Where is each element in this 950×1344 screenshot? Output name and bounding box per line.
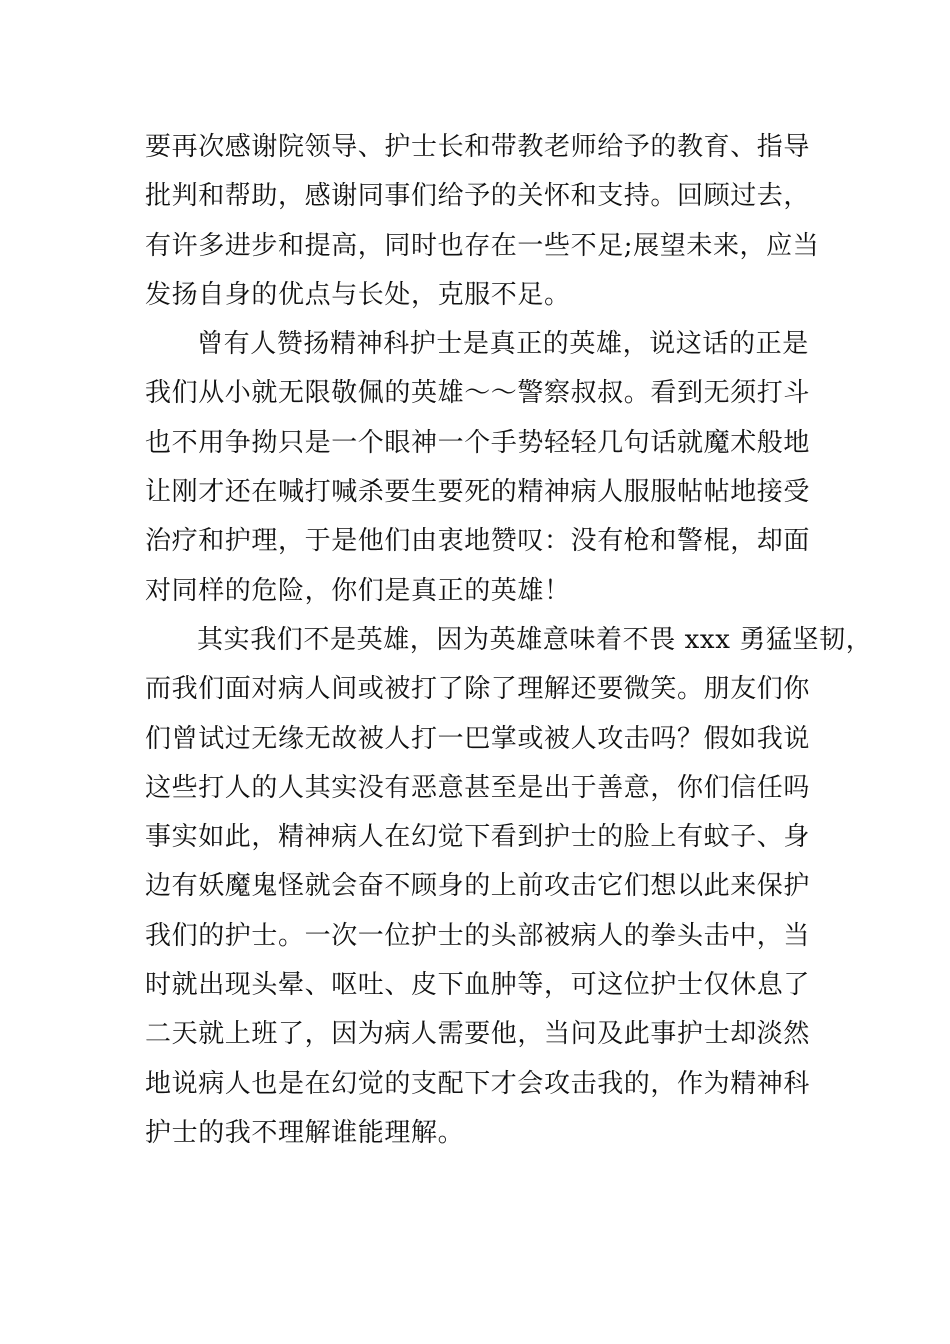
text-line: 们曾试过无缘无故被人打一巴掌或被人攻击吗？假如我说 bbox=[145, 723, 811, 754]
text-line: 二天就上班了，因为病人需要他，当问及此事护士却淡然 bbox=[145, 1019, 811, 1050]
text-line: 护士的我不理解谁能理解。 bbox=[145, 1117, 465, 1148]
text-line: 有许多进步和提高，同时也存在一些不足;展望未来，应当 bbox=[145, 230, 820, 261]
text-line: 边有妖魔鬼怪就会奋不顾身的上前攻击它们想以此来保护 bbox=[145, 871, 811, 902]
text-line: 要再次感谢院领导、护士长和带教老师给予的教育、指导 bbox=[145, 132, 811, 162]
text-line: 时就出现头晕、呕吐、皮下血肿等，可这位护士仅休息了 bbox=[145, 970, 811, 1001]
text-line: 地说病人也是在幻觉的支配下才会攻击我的，作为精神科 bbox=[145, 1068, 811, 1099]
document-body bbox=[145, 123, 873, 1158]
text-line: 事实如此，精神病人在幻觉下看到护士的脸上有蚊子、身 bbox=[145, 822, 811, 853]
text-line: 让刚才还在喊打喊杀要生要死的精神病人服服帖帖地接受 bbox=[145, 477, 811, 508]
paragraph-2 bbox=[145, 320, 810, 616]
paragraph-3 bbox=[145, 616, 873, 1158]
text-line: 治疗和护理，于是他们由衷地赞叹：没有枪和警棍，却面 bbox=[145, 526, 811, 557]
text-line: 批判和帮助，感谢同事们给予的关怀和支持。回顾过去， bbox=[145, 181, 811, 212]
text-line: 我们的护士。一次一位护士的头部被病人的拳头击中，当 bbox=[145, 920, 811, 951]
text-line: 其实我们不是英雄，因为英雄意味着不畏 xxx 勇猛坚韧， bbox=[197, 624, 873, 655]
text-line: 也不用争拗只是一个眼神一个手势轻轻几句话就魔术般地 bbox=[145, 427, 811, 458]
text-line: 发扬自身的优点与长处，克服不足。 bbox=[145, 279, 571, 310]
text-line: 曾有人赞扬精神科护士是真正的英雄，说这话的正是 bbox=[197, 329, 809, 360]
text-line: 而我们面对病人间或被打了除了理解还要微笑。朋友们你 bbox=[145, 674, 811, 705]
text-line: 对同样的危险，你们是真正的英雄！ bbox=[145, 575, 571, 606]
paragraph-1 bbox=[145, 123, 820, 320]
text-line: 这些打人的人其实没有恶意甚至是出于善意，你们信任吗 bbox=[145, 772, 811, 803]
text-line: 我们从小就无限敬佩的英雄～～警察叔叔。看到无须打斗 bbox=[145, 378, 811, 409]
